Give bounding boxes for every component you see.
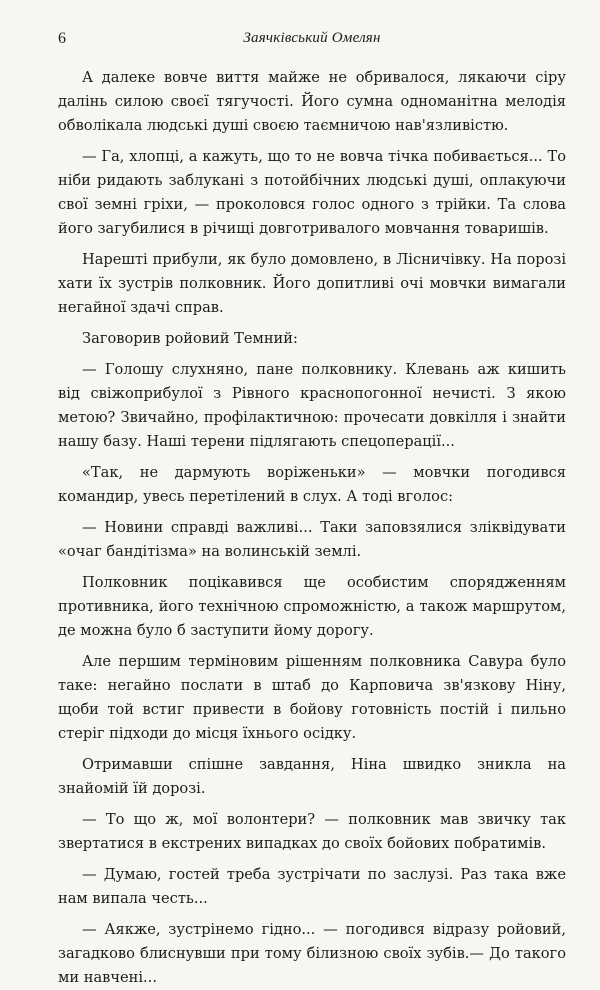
paragraph: Отримавши спішне завдання, Ніна швидко зникла на знайомій їй дорозі.: [58, 756, 566, 797]
paragraph: — Аякже, зустрінемо гідно... — погодився відразу ройовий, загадково блиснувши при тому білизною своїх зубів.— До такого ми навчені...: [58, 921, 566, 986]
page-number: 6: [58, 30, 66, 47]
paragraph: Заговорив ройовий Темний:: [82, 330, 298, 347]
body-text: [58, 66, 566, 990]
paragraph: — Га, хлопці, а кажуть, що то не вовча тічка побивається... То ніби ридають заблукані з потойбічних людські душі, оплакуючи свої земні гріхи, — проколовся голос одного з трійки. Та слова його загубилися в річищі довготривалого мовчання товаришів.: [58, 148, 566, 237]
paragraph: Але першим терміновим рішенням полковника Савура було таке: негайно послати в штаб до Карповича зв'язкову Ніну, щоби той встиг привести в бойову готовність постій і пильно стеріг підходи до місця їхнього осідку.: [58, 653, 566, 742]
paragraph: — Новини справді важливі... Таки заповзялися зліквідувати «очаг бандітізма» на волинській землі.: [58, 519, 566, 560]
paragraph: Нарешті прибули, як було домовлено, в Лісничівку. На порозі хати їх зустрів полковник. Його допитливі очі мовчки вимагали негайної здачі справ.: [58, 251, 566, 316]
paragraph: А далеке вовче виття майже не обривалося, лякаючи сіру далінь силою своєї тягучості. Його сумна одноманітна мелодія обволікала людські душі своєю таємничою нав'язливістю.: [58, 69, 566, 134]
paragraph: — То що ж, мої волонтери? — полковник мав звичку так звертатися в екстрених випадках до своїх бойових побратимів.: [58, 811, 566, 852]
paragraph: Полковник поцікавився ще особистим спорядженням противника, його технічною спроможністю, а також маршрутом, де можна було б заступити йому дорогу.: [58, 574, 566, 639]
paragraph: — Думаю, гостей треба зустрічати по заслузі. Раз така вже нам випала честь...: [58, 866, 566, 907]
paragraph: «Так, не дармують воріженьки» — мовчки погодився командир, увесь перетілений в слух. А тоді вголос:: [58, 464, 566, 505]
running-head: [58, 0, 566, 52]
running-title: Заячківський Омелян: [243, 30, 381, 46]
paragraph: — Голошу слухняно, пане полковнику. Клевань аж кишить від свіжоприбулої з Рівного краснопогонної нечисті. З якою метою? Звичайно, профілактичною: прочесати довкілля і знайти нашу базу. Наші терени підлягають спецоперації...: [58, 361, 566, 450]
